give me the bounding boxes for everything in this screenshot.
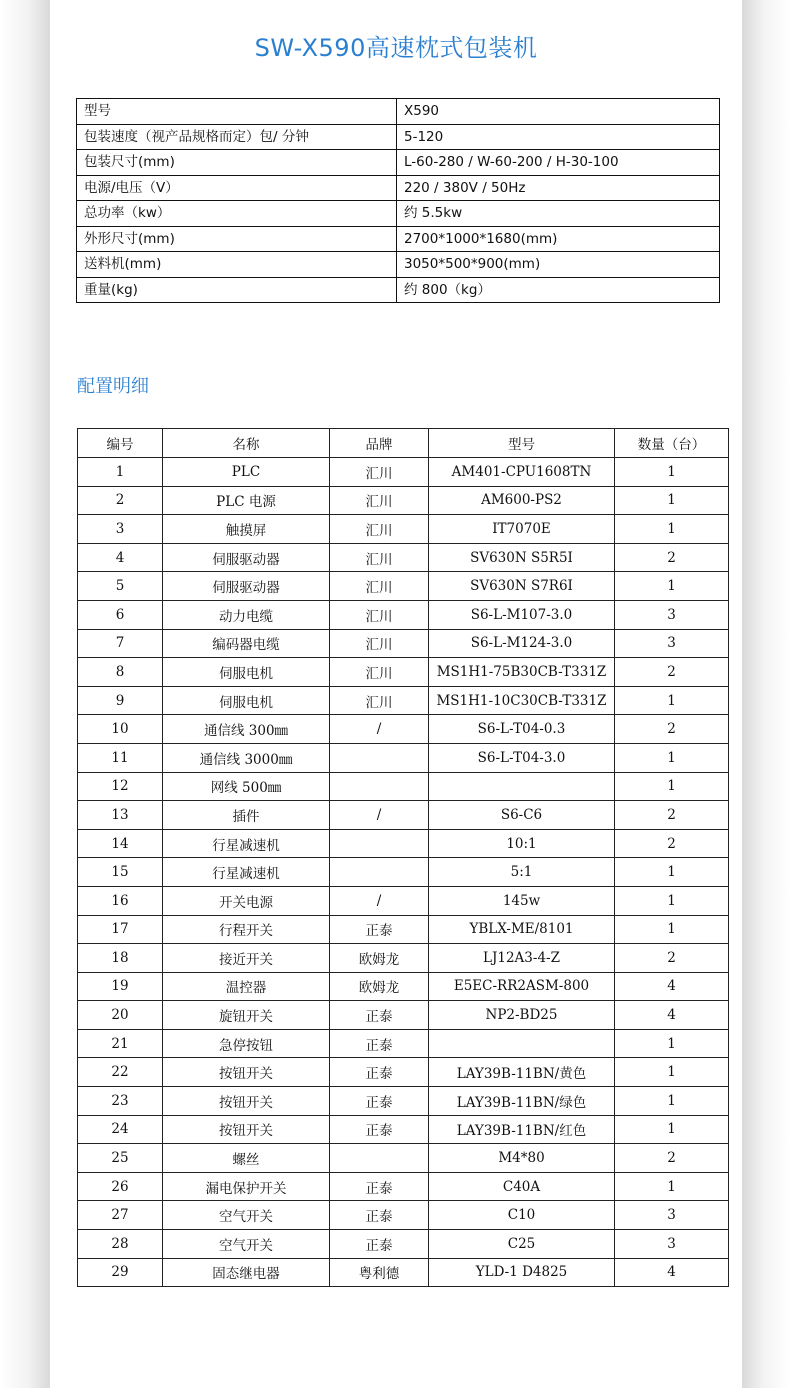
cell-col-number: 28 bbox=[78, 1230, 163, 1259]
cell-col-name: PLC bbox=[163, 458, 330, 487]
cell-col-model bbox=[429, 1029, 615, 1058]
cell-col-name: 通信线 3000㎜ bbox=[163, 743, 330, 772]
spec-value: L-60-280 / W-60-200 / H-30-100 bbox=[397, 150, 720, 176]
cell-col-model: E5EC-RR2ASM-800 bbox=[429, 972, 615, 1001]
cell-col-quantity: 2 bbox=[615, 944, 729, 973]
cell-col-number: 18 bbox=[78, 944, 163, 973]
cell-col-name: 温控器 bbox=[163, 972, 330, 1001]
cell-col-number: 15 bbox=[78, 858, 163, 887]
cell-col-brand bbox=[330, 829, 429, 858]
cell-col-name: 触摸屏 bbox=[163, 515, 330, 544]
cell-col-brand: 汇川 bbox=[330, 572, 429, 601]
spec-label: 电源/电压（V） bbox=[77, 175, 397, 201]
cell-col-model: AM600-PS2 bbox=[429, 486, 615, 515]
spec-label: 包装尺寸(mm) bbox=[77, 150, 397, 176]
cell-col-name: 编码器电缆 bbox=[163, 629, 330, 658]
cell-col-name: 螺丝 bbox=[163, 1144, 330, 1173]
cell-col-number: 4 bbox=[78, 543, 163, 572]
cell-col-number: 5 bbox=[78, 572, 163, 601]
cell-col-number: 26 bbox=[78, 1172, 163, 1201]
cell-col-name: 伺服电机 bbox=[163, 658, 330, 687]
spec-label: 包装速度（视产品规格而定）包/ 分钟 bbox=[77, 124, 397, 150]
table-row bbox=[78, 915, 729, 944]
cell-col-quantity: 1 bbox=[615, 1087, 729, 1116]
cell-col-brand: 正泰 bbox=[330, 1087, 429, 1116]
cell-col-quantity: 1 bbox=[615, 458, 729, 487]
table-row bbox=[78, 801, 729, 830]
cell-col-quantity: 2 bbox=[615, 715, 729, 744]
cell-col-quantity: 1 bbox=[615, 772, 729, 801]
table-row bbox=[78, 944, 729, 973]
spec-label: 送料机(mm) bbox=[77, 252, 397, 278]
cell-col-name: 通信线 300㎜ bbox=[163, 715, 330, 744]
cell-col-name: PLC 电源 bbox=[163, 486, 330, 515]
table-row bbox=[78, 715, 729, 744]
cell-col-quantity: 3 bbox=[615, 1230, 729, 1259]
cell-col-number: 10 bbox=[78, 715, 163, 744]
spec-row bbox=[77, 252, 720, 278]
cell-col-model: S6-L-M124-3.0 bbox=[429, 629, 615, 658]
cell-col-model: S6-C6 bbox=[429, 801, 615, 830]
cell-col-name: 行星减速机 bbox=[163, 858, 330, 887]
cell-col-model: 10:1 bbox=[429, 829, 615, 858]
page-title: SW-X590高速枕式包装机 bbox=[254, 34, 538, 62]
cell-col-number: 2 bbox=[78, 486, 163, 515]
cell-col-model: S6-L-T04-3.0 bbox=[429, 743, 615, 772]
cell-col-model bbox=[429, 772, 615, 801]
cell-col-model: C25 bbox=[429, 1230, 615, 1259]
header-col-quantity: 数量（台） bbox=[615, 429, 729, 458]
table-row bbox=[78, 772, 729, 801]
table-row bbox=[78, 572, 729, 601]
table-row bbox=[78, 686, 729, 715]
table-row bbox=[78, 1144, 729, 1173]
cell-col-brand: 正泰 bbox=[330, 1230, 429, 1259]
table-row bbox=[78, 858, 729, 887]
cell-col-model: NP2-BD25 bbox=[429, 1001, 615, 1030]
cell-col-number: 16 bbox=[78, 886, 163, 915]
config-table-body bbox=[78, 458, 729, 1287]
cell-col-name: 网线 500㎜ bbox=[163, 772, 330, 801]
cell-col-model: LJ12A3-4-Z bbox=[429, 944, 615, 973]
table-row bbox=[78, 543, 729, 572]
spec-value: 3050*500*900(mm) bbox=[397, 252, 720, 278]
cell-col-number: 27 bbox=[78, 1201, 163, 1230]
cell-col-number: 13 bbox=[78, 801, 163, 830]
cell-col-quantity: 3 bbox=[615, 629, 729, 658]
cell-col-quantity: 3 bbox=[615, 1201, 729, 1230]
cell-col-model: 145w bbox=[429, 886, 615, 915]
table-row bbox=[78, 629, 729, 658]
header-col-model: 型号 bbox=[429, 429, 615, 458]
table-row bbox=[78, 1258, 729, 1287]
cell-col-brand: 汇川 bbox=[330, 486, 429, 515]
cell-col-name: 固态继电器 bbox=[163, 1258, 330, 1287]
header-col-number: 编号 bbox=[78, 429, 163, 458]
spec-label: 重量(kg) bbox=[77, 277, 397, 303]
cell-col-brand: 正泰 bbox=[330, 1001, 429, 1030]
cell-col-name: 空气开关 bbox=[163, 1230, 330, 1259]
spec-value: 2700*1000*1680(mm) bbox=[397, 226, 720, 252]
spec-value: 220 / 380V / 50Hz bbox=[397, 175, 720, 201]
table-row bbox=[78, 829, 729, 858]
cell-col-quantity: 2 bbox=[615, 829, 729, 858]
table-row bbox=[78, 1172, 729, 1201]
table-row bbox=[78, 1001, 729, 1030]
cell-col-quantity: 1 bbox=[615, 915, 729, 944]
cell-col-brand: 汇川 bbox=[330, 629, 429, 658]
cell-col-model: SV630N S5R5I bbox=[429, 543, 615, 572]
header-col-brand: 品牌 bbox=[330, 429, 429, 458]
cell-col-number: 7 bbox=[78, 629, 163, 658]
cell-col-number: 19 bbox=[78, 972, 163, 1001]
cell-col-quantity: 1 bbox=[615, 886, 729, 915]
cell-col-model: M4*80 bbox=[429, 1144, 615, 1173]
cell-col-model: S6-L-M107-3.0 bbox=[429, 600, 615, 629]
cell-col-brand bbox=[330, 1144, 429, 1173]
spec-table-body bbox=[77, 99, 720, 303]
page-shadow-left bbox=[0, 0, 50, 1388]
cell-col-brand bbox=[330, 858, 429, 887]
cell-col-name: 伺服驱动器 bbox=[163, 572, 330, 601]
cell-col-name: 伺服驱动器 bbox=[163, 543, 330, 572]
cell-col-name: 按钮开关 bbox=[163, 1058, 330, 1087]
cell-col-number: 11 bbox=[78, 743, 163, 772]
cell-col-brand: 正泰 bbox=[330, 1029, 429, 1058]
cell-col-brand: / bbox=[330, 801, 429, 830]
table-row bbox=[78, 1058, 729, 1087]
cell-col-name: 旋钮开关 bbox=[163, 1001, 330, 1030]
spec-label: 型号 bbox=[77, 99, 397, 125]
cell-col-number: 9 bbox=[78, 686, 163, 715]
cell-col-quantity: 1 bbox=[615, 1172, 729, 1201]
cell-col-brand: 欧姆龙 bbox=[330, 944, 429, 973]
cell-col-model: LAY39B-11BN/绿色 bbox=[429, 1087, 615, 1116]
cell-col-quantity: 1 bbox=[615, 515, 729, 544]
cell-col-brand: 汇川 bbox=[330, 600, 429, 629]
cell-col-brand: / bbox=[330, 886, 429, 915]
cell-col-name: 伺服电机 bbox=[163, 686, 330, 715]
cell-col-quantity: 1 bbox=[615, 486, 729, 515]
spec-row bbox=[77, 226, 720, 252]
table-row bbox=[78, 1201, 729, 1230]
table-row bbox=[78, 600, 729, 629]
config-table bbox=[77, 428, 729, 1287]
cell-col-brand: 正泰 bbox=[330, 915, 429, 944]
config-table-header-row bbox=[78, 429, 729, 458]
table-row bbox=[78, 1115, 729, 1144]
table-row bbox=[78, 1230, 729, 1259]
spec-value: 约 800（kg） bbox=[397, 277, 720, 303]
cell-col-brand: 汇川 bbox=[330, 515, 429, 544]
cell-col-number: 3 bbox=[78, 515, 163, 544]
cell-col-quantity: 1 bbox=[615, 1115, 729, 1144]
cell-col-quantity: 1 bbox=[615, 743, 729, 772]
cell-col-quantity: 4 bbox=[615, 1001, 729, 1030]
cell-col-quantity: 4 bbox=[615, 1258, 729, 1287]
cell-col-name: 行星减速机 bbox=[163, 829, 330, 858]
spec-value: X590 bbox=[397, 99, 720, 125]
cell-col-number: 17 bbox=[78, 915, 163, 944]
cell-col-model: MS1H1-75B30CB-T331Z bbox=[429, 658, 615, 687]
cell-col-model: SV630N S7R6I bbox=[429, 572, 615, 601]
config-section-title: 配置明细 bbox=[77, 376, 149, 397]
table-row bbox=[78, 1087, 729, 1116]
cell-col-number: 1 bbox=[78, 458, 163, 487]
cell-col-model: C40A bbox=[429, 1172, 615, 1201]
cell-col-brand: 汇川 bbox=[330, 458, 429, 487]
cell-col-brand: 正泰 bbox=[330, 1172, 429, 1201]
spec-row bbox=[77, 124, 720, 150]
cell-col-model: IT7070E bbox=[429, 515, 615, 544]
cell-col-name: 开关电源 bbox=[163, 886, 330, 915]
cell-col-model: LAY39B-11BN/黄色 bbox=[429, 1058, 615, 1087]
cell-col-name: 按钮开关 bbox=[163, 1115, 330, 1144]
cell-col-brand: 正泰 bbox=[330, 1201, 429, 1230]
cell-col-number: 21 bbox=[78, 1029, 163, 1058]
cell-col-name: 行程开关 bbox=[163, 915, 330, 944]
header-col-name: 名称 bbox=[163, 429, 330, 458]
cell-col-name: 空气开关 bbox=[163, 1201, 330, 1230]
table-row bbox=[78, 886, 729, 915]
cell-col-quantity: 2 bbox=[615, 801, 729, 830]
cell-col-brand: 汇川 bbox=[330, 686, 429, 715]
spec-value: 5-120 bbox=[397, 124, 720, 150]
cell-col-model: YLD-1 D4825 bbox=[429, 1258, 615, 1287]
cell-col-name: 漏电保护开关 bbox=[163, 1172, 330, 1201]
cell-col-quantity: 2 bbox=[615, 658, 729, 687]
spec-row bbox=[77, 150, 720, 176]
table-row bbox=[78, 972, 729, 1001]
cell-col-model: MS1H1-10C30CB-T331Z bbox=[429, 686, 615, 715]
cell-col-brand: / bbox=[330, 715, 429, 744]
cell-col-number: 29 bbox=[78, 1258, 163, 1287]
cell-col-brand: 粤利德 bbox=[330, 1258, 429, 1287]
table-row bbox=[78, 658, 729, 687]
table-row bbox=[78, 1029, 729, 1058]
table-row bbox=[78, 486, 729, 515]
cell-col-number: 12 bbox=[78, 772, 163, 801]
cell-col-name: 接近开关 bbox=[163, 944, 330, 973]
cell-col-brand: 欧姆龙 bbox=[330, 972, 429, 1001]
cell-col-number: 24 bbox=[78, 1115, 163, 1144]
cell-col-model: LAY39B-11BN/红色 bbox=[429, 1115, 615, 1144]
cell-col-number: 8 bbox=[78, 658, 163, 687]
cell-col-name: 按钮开关 bbox=[163, 1087, 330, 1116]
cell-col-quantity: 4 bbox=[615, 972, 729, 1001]
cell-col-brand: 正泰 bbox=[330, 1115, 429, 1144]
cell-col-quantity: 2 bbox=[615, 1144, 729, 1173]
cell-col-brand bbox=[330, 743, 429, 772]
cell-col-name: 急停按钮 bbox=[163, 1029, 330, 1058]
cell-col-quantity: 2 bbox=[615, 543, 729, 572]
cell-col-number: 23 bbox=[78, 1087, 163, 1116]
spec-table bbox=[76, 98, 720, 303]
cell-col-model: YBLX-ME/8101 bbox=[429, 915, 615, 944]
spec-label: 总功率（kw） bbox=[77, 201, 397, 227]
cell-col-number: 20 bbox=[78, 1001, 163, 1030]
cell-col-number: 6 bbox=[78, 600, 163, 629]
cell-col-model: AM401-CPU1608TN bbox=[429, 458, 615, 487]
cell-col-name: 插件 bbox=[163, 801, 330, 830]
cell-col-brand: 汇川 bbox=[330, 543, 429, 572]
cell-col-brand bbox=[330, 772, 429, 801]
spec-row bbox=[77, 175, 720, 201]
spec-row bbox=[77, 99, 720, 125]
table-row bbox=[78, 743, 729, 772]
cell-col-quantity: 3 bbox=[615, 600, 729, 629]
cell-col-model: 5:1 bbox=[429, 858, 615, 887]
spec-row bbox=[77, 277, 720, 303]
table-row bbox=[78, 515, 729, 544]
cell-col-number: 25 bbox=[78, 1144, 163, 1173]
spec-value: 约 5.5kw bbox=[397, 201, 720, 227]
cell-col-brand: 正泰 bbox=[330, 1058, 429, 1087]
cell-col-quantity: 1 bbox=[615, 572, 729, 601]
spec-row bbox=[77, 201, 720, 227]
cell-col-quantity: 1 bbox=[615, 1029, 729, 1058]
cell-col-quantity: 1 bbox=[615, 858, 729, 887]
cell-col-quantity: 1 bbox=[615, 686, 729, 715]
cell-col-number: 22 bbox=[78, 1058, 163, 1087]
cell-col-number: 14 bbox=[78, 829, 163, 858]
cell-col-model: C10 bbox=[429, 1201, 615, 1230]
table-row bbox=[78, 458, 729, 487]
cell-col-model: S6-L-T04-0.3 bbox=[429, 715, 615, 744]
page-shadow-right bbox=[742, 0, 790, 1388]
cell-col-brand: 汇川 bbox=[330, 658, 429, 687]
cell-col-quantity: 1 bbox=[615, 1058, 729, 1087]
spec-label: 外形尺寸(mm) bbox=[77, 226, 397, 252]
cell-col-name: 动力电缆 bbox=[163, 600, 330, 629]
